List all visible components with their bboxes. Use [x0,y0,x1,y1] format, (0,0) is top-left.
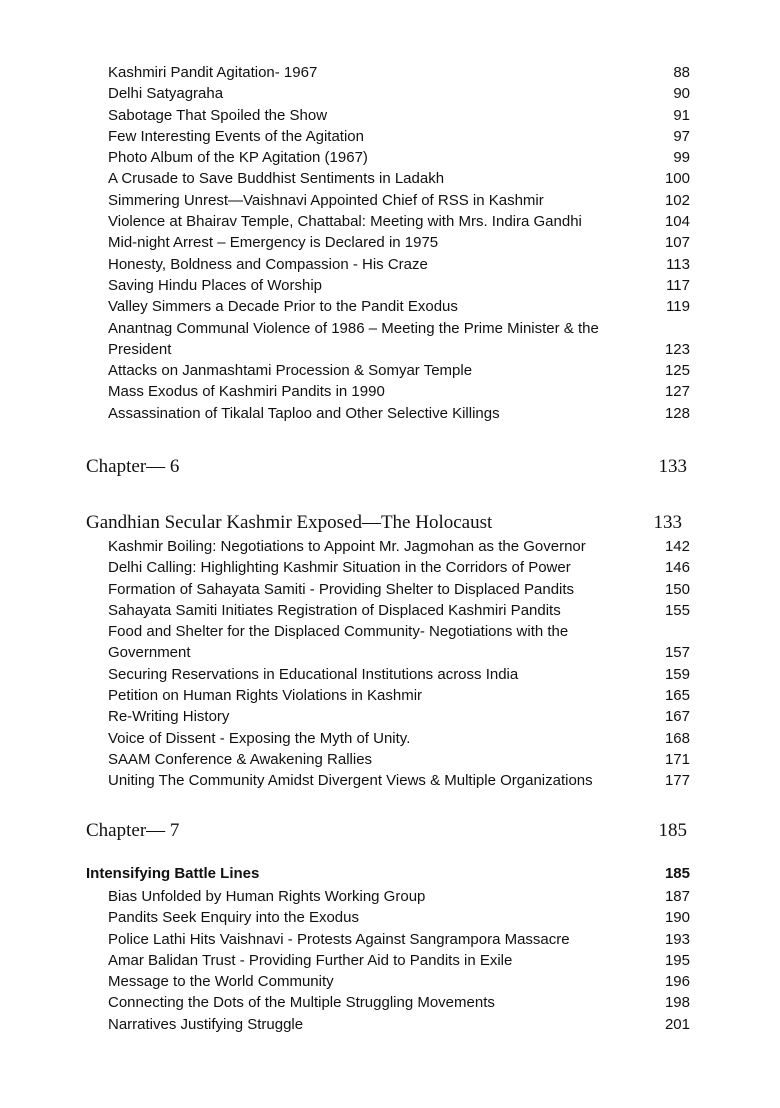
toc-entry-title: Attacks on Janmashtami Procession & Somyar Temple [108,362,473,380]
toc-entry-title: Delhi Calling: Highlighting Kashmir Situation in the Corridors of Power [108,559,571,577]
toc-entry[interactable] [0,83,780,104]
toc-entry[interactable] [0,105,780,126]
toc-entry[interactable] [0,929,780,950]
chapter-6-heading-title: Gandhian Secular Kashmir Exposed—The Holocaust [86,512,493,533]
chapter-6-page-number: 133 [658,456,687,477]
toc-entry[interactable] [0,770,780,791]
toc-entry-title: Violence at Bhairav Temple, Chattabal: Meeting with Mrs. Indira Gandhi [108,213,582,231]
toc-entry-title: Police Lathi Hits Vaishnavi - Protests Against Sangrampora Massacre [108,930,570,948]
toc-entry[interactable] [0,296,780,317]
toc-entry-title: Mass Exodus of Kashmiri Pandits in 1990 [108,383,385,401]
toc-entry-title: Sahayata Samiti Initiates Registration of Displaced Kashmiri Pandits [108,601,561,619]
toc-entry-page-number: 168 [664,729,690,747]
toc-entry-page-number: 90 [673,85,690,103]
toc-entry-page-number: 142 [664,538,690,555]
toc-entry-page-number: 190 [664,909,690,927]
toc-entry[interactable] [0,168,780,189]
toc-entry-page-number: 165 [664,687,690,705]
toc-entry-page-number: 102 [664,191,690,209]
toc-entry-title: Voice of Dissent - Exposing the Myth of Unity. [108,729,411,747]
toc-entry-page-number: 198 [664,994,690,1012]
toc-entry-page-number: 146 [664,559,690,577]
toc-entry-page-number: 196 [664,973,690,991]
toc-entry[interactable] [0,126,780,147]
toc-entry[interactable] [0,147,780,168]
toc-entry-page-number: 97 [673,127,690,145]
chapter-7-label: Chapter— 7 [86,820,180,841]
toc-entry-title: Connecting the Dots of the Multiple Struggling Movements [108,994,495,1012]
chapter-7-page-number: 185 [658,820,687,841]
toc-entry-page-number: 113 [666,255,690,273]
toc-entry-title: SAAM Conference & Awakening Rallies [108,750,373,768]
toc-entry-page-number: 128 [664,404,690,422]
toc-entry[interactable] [0,403,780,424]
toc-entry-page-number: 167 [664,708,690,726]
toc-entry[interactable] [0,971,780,992]
toc-entry-page-number: 88 [673,64,690,81]
toc-entry-page-number: 127 [664,383,690,401]
toc-entry-page-number: 99 [673,149,690,167]
toc-entry-page-number: 125 [664,362,690,380]
toc-section-chapter7-entries [0,886,780,1035]
toc-entry[interactable] [0,886,780,907]
toc-entry[interactable] [0,381,780,402]
toc-entry-title: Message to the World Community [108,973,334,991]
toc-entry-title: Sabotage That Spoiled the Show [108,106,328,124]
toc-entry-page-number: 117 [666,276,690,294]
toc-entry-title: Photo Album of the KP Agitation (1967) [108,149,368,167]
toc-entry-title: Uniting The Community Amidst Divergent Views & Multiple Organizations [108,772,593,790]
toc-entry[interactable] [0,360,780,381]
toc-entry-page-number: 159 [664,665,690,683]
toc-entry-title: Valley Simmers a Decade Prior to the Pandit Exodus [108,298,458,316]
toc-section-chapter5-entries [0,62,780,424]
toc-entry-title: Delhi Satyagraha [108,85,224,103]
toc-entry-page-number: 107 [664,234,690,252]
toc-entry[interactable] [0,950,780,971]
toc-entry-title: Bias Unfolded by Human Rights Working Group [108,888,426,905]
toc-entry-title: Anantnag Communal Violence of 1986 – Meeting the Prime Minister & the President [108,319,599,358]
toc-entry[interactable] [0,992,780,1013]
toc-entry-page-number: 177 [664,772,690,790]
toc-entry-page-number: 155 [664,601,690,619]
toc-entry-page-number: 91 [673,106,690,124]
toc-entry-page-number: 195 [664,951,690,969]
toc-entry-title: Honesty, Boldness and Compassion - His Craze [108,255,428,273]
toc-entry-title: Narratives Justifying Struggle [108,1015,304,1033]
toc-entry-title: Re-Writing History [108,708,230,726]
toc-entry-page-number: 187 [664,888,690,905]
toc-entry[interactable] [0,706,780,727]
toc-entry[interactable] [0,1014,780,1035]
toc-entry-title: Securing Reservations in Educational Institutions across India [108,665,519,683]
chapter-6-heading-page-number: 133 [653,512,682,533]
toc-entry-title: Food and Shelter for the Displaced Community- Negotiations with the Government [108,623,569,662]
toc-entry-title: Mid-night Arrest – Emergency is Declared in 1975 [108,234,439,252]
toc-entry-title: Kashmiri Pandit Agitation- 1967 [108,64,318,81]
toc-entry[interactable] [0,536,780,557]
toc-entry-page-number: 123 [664,340,690,358]
toc-entry[interactable] [0,557,780,578]
toc-entry[interactable] [0,600,780,621]
toc-entry[interactable] [0,232,780,253]
toc-entry[interactable] [0,579,780,600]
chapter-6-label: Chapter— 6 [86,456,180,477]
toc-entry[interactable] [0,254,780,275]
toc-entry-page-number: 201 [664,1015,690,1033]
toc-entry-title: A Crusade to Save Buddhist Sentiments in Ladakh [108,170,445,188]
toc-entry[interactable] [0,62,780,83]
toc-entry-page-number: 104 [664,213,690,231]
toc-entry-page-number: 193 [664,930,690,948]
toc-entry-title: Amar Balidan Trust - Providing Further Aid to Pandits in Exile [108,951,513,969]
chapter-7-heading-title: Intensifying Battle Lines [86,865,260,882]
toc-entry-title: Assassination of Tikalal Taploo and Other Selective Killings [108,404,500,422]
toc-entry[interactable] [0,907,780,928]
toc-entry-title: Formation of Sahayata Samiti - Providing Shelter to Displaced Pandits [108,580,575,598]
toc-entry-title: Few Interesting Events of the Agitation [108,127,364,145]
toc-entry-title: Kashmir Boiling: Negotiations to Appoint Mr. Jagmohan as the Governor [108,538,586,555]
toc-entry-title: Simmering Unrest—Vaishnavi Appointed Chief of RSS in Kashmir [108,191,544,209]
toc-entry-page-number: 119 [666,298,690,316]
toc-entry[interactable] [0,211,780,232]
toc-entry-page-number: 100 [664,170,690,188]
toc-entry[interactable] [0,621,780,664]
toc-entry[interactable] [0,275,780,296]
toc-entry[interactable] [0,728,780,749]
toc-entry[interactable] [0,190,780,211]
toc-entry-title: Pandits Seek Enquiry into the Exodus [108,909,359,927]
chapter-7-heading-page-number: 185 [664,865,690,882]
toc-entry-page-number: 157 [664,644,690,662]
toc-entry-page-number: 171 [664,750,690,768]
toc-entry-page-number: 150 [664,580,690,598]
toc-entry-title: Petition on Human Rights Violations in Kashmir [108,687,423,705]
toc-entry[interactable] [0,685,780,706]
toc-entry[interactable] [0,664,780,685]
toc-section-chapter6-entries [0,536,780,792]
toc-entry[interactable] [0,749,780,770]
toc-entry-title: Saving Hindu Places of Worship [108,276,322,294]
toc-entry[interactable] [0,318,780,361]
